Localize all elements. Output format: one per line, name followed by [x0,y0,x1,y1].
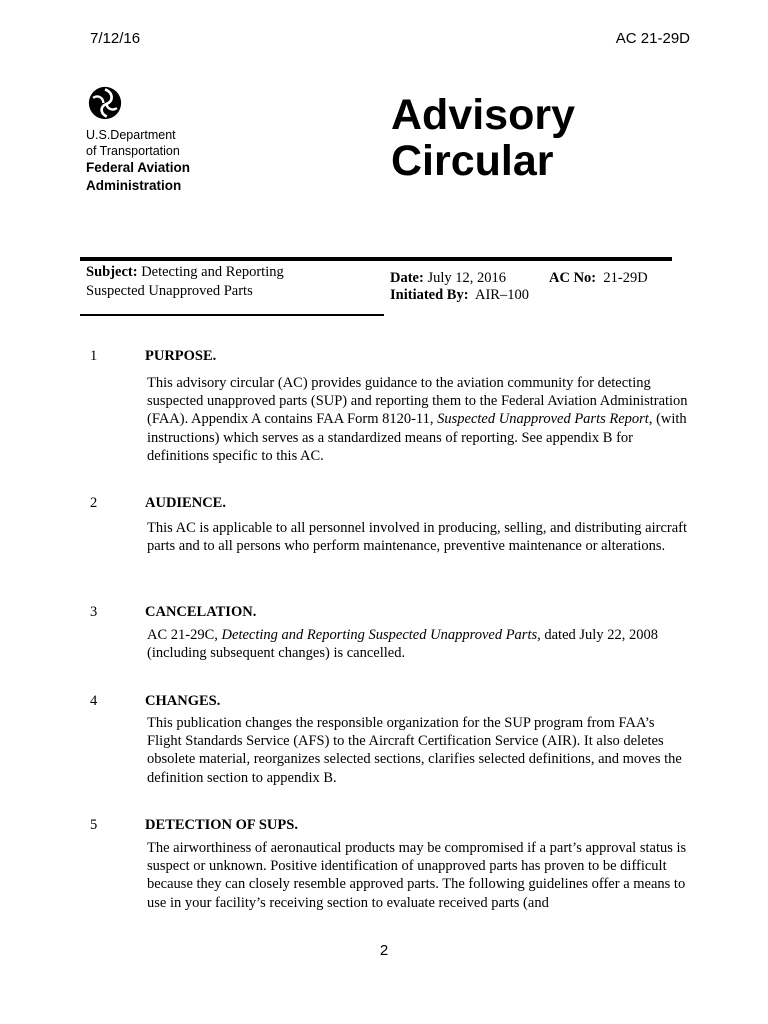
section-5-heading: DETECTION OF SUPS. [145,817,298,833]
section-3-text-italic: Detecting and Reporting Suspected Unapproved Parts [221,627,538,643]
dot-logo-block [86,86,226,195]
ac-no-field [549,270,648,287]
section-1-body [147,374,692,465]
subject-underline [80,314,384,316]
logo-faa-line2: Administration [86,178,182,193]
ac-no-label: AC No: [549,270,597,286]
section-1-text-italic: Suspected Unapproved Parts Report [437,411,649,428]
section-1-text-a: This advisory circular (AC) provides guidance to the aviation community for detecting suspected unapproved parts (SUP) and reporting them to the Federal Aviation Administration (FAA). Appendix A contains FAA Form 8120-11, [147,375,688,428]
initiated-label: Initiated By: [390,287,469,303]
section-3-number: 3 [90,604,98,620]
logo-dept-line1: U.S.Department [86,128,176,142]
section-4-number: 4 [90,693,98,709]
date-value: July 12, 2016 [427,270,506,286]
section-1-heading: PURPOSE. [145,348,217,364]
subject-line1: Detecting and Reporting [141,264,284,280]
initiated-by-field [390,287,529,304]
title-line1: Advisory [391,91,576,139]
header-date: 7/12/16 [90,30,141,47]
section-1-text-b: , (with instructions) which serves as a standardized means of reporting. See appendix B for definitions specific to this AC. [147,411,687,464]
initiated-value: AIR–100 [475,287,529,303]
page-number: 2 [379,942,389,959]
date-field [390,270,506,287]
section-3-text-b: , dated July 22, 2008 (including subsequent changes) is cancelled. [147,627,658,662]
header-ac-number: AC 21-29D [615,30,690,47]
title-line2: Circular [391,137,554,185]
header-divider [80,257,672,261]
section-3-text-a: AC 21-29C, [147,627,222,643]
section-5-number: 5 [90,817,98,833]
section-2-body: This AC is applicable to all personnel involved in producing, selling, and distributing aircraft parts and to all persons who perform maintenance, preventive maintenance or alterations. [147,520,688,555]
section-2-heading: AUDIENCE. [145,495,226,511]
subject-label: Subject: [86,264,138,280]
section-4-heading: CHANGES. [145,693,221,709]
section-5-body: The airworthiness of aeronautical products may be compromised if a part’s approval status is suspect or unknown. Positive identification of unapproved parts has proven to be difficult because they can closely resemble approved parts. The following guidelines offer a means to use in your facility’s receiving section to evaluate received parts (and [147,840,687,911]
date-label: Date: [390,270,424,286]
section-1-number: 1 [90,348,98,364]
logo-faa-line1: Federal Aviation [86,160,191,175]
section-3-body [147,626,692,662]
section-2-number: 2 [90,495,98,511]
ac-no-value: 21-29D [603,270,648,286]
subject-line2: Suspected Unapproved Parts [86,283,253,299]
document-title [391,92,575,184]
dot-logo-icon [88,86,122,120]
section-4-body: This publication changes the responsible organization for the SUP program from FAA’s Flight Standards Service (AFS) to the Aircraft Certification Service (AIR). It also deletes obsolete material, reorganizes selected sections, clarifies selected definitions, and moves the definition section to appendix B. [147,715,682,786]
section-3-heading: CANCELATION. [145,604,257,620]
logo-dept-line2: of Transportation [86,144,180,158]
subject-block [86,263,376,301]
